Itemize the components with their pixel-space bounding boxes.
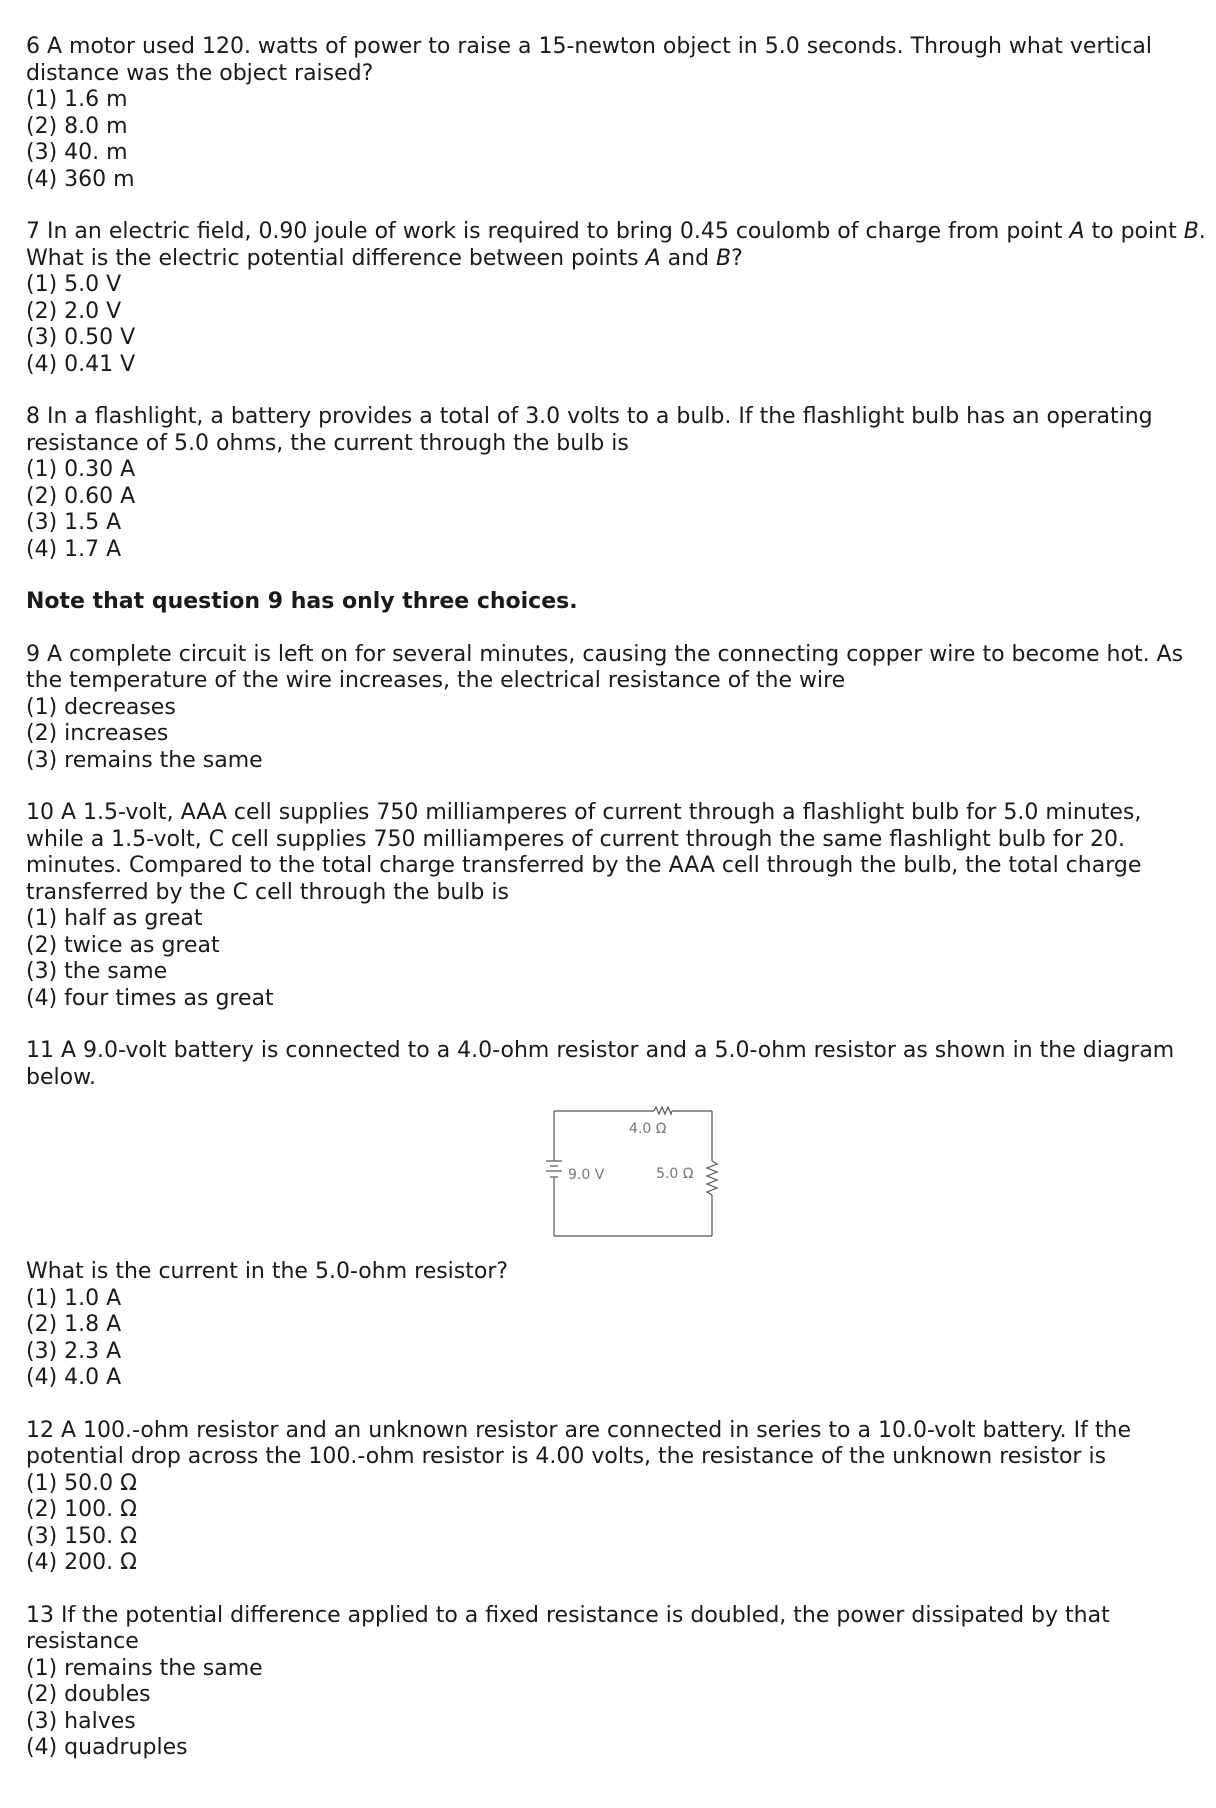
choice-item: (2) doubles (26, 1682, 151, 1707)
resistor-right-symbol (707, 1161, 717, 1195)
choice-list (26, 457, 1206, 563)
point-label: B (1183, 219, 1199, 244)
question-7 (26, 219, 1206, 378)
choice-item: (2) 8.0 m (26, 113, 128, 139)
worksheet-page (26, 34, 1206, 1788)
question-8 (26, 404, 1206, 563)
question-11 (26, 1038, 1206, 1392)
resistor-right-label: 5.0 Ω (656, 1166, 694, 1182)
choice-item: (3) remains the same (26, 747, 263, 773)
question-12 (26, 1418, 1206, 1577)
choice-item: (4) 0.41 V (26, 351, 136, 377)
point-label: A (1069, 219, 1085, 244)
choice-item: (4) 200. Ω (26, 1550, 137, 1575)
choice-list (26, 272, 1206, 378)
question-stem (26, 219, 1206, 272)
resistor-top-symbol (654, 1107, 672, 1114)
choice-list (26, 1656, 1206, 1762)
choice-item: (1) remains the same (26, 1655, 263, 1681)
choice-item: (1) 5.0 V (26, 272, 122, 297)
battery-label: 9.0 V (568, 1167, 605, 1183)
stem-text: and (660, 245, 717, 271)
choice-item: (1) half as great (26, 906, 203, 931)
choice-item: (1) 0.30 A (26, 457, 136, 482)
choice-item: (3) 1.5 A (26, 510, 122, 535)
stem-text: to point (1084, 219, 1184, 244)
choice-item: (2) 2.0 V (26, 298, 122, 324)
question-stem: 9 A complete circuit is left on for several minutes, causing the connecting copper wire to become hot. As the temperature of the wire increases, the electrical resistance of the wire (26, 641, 1184, 693)
stem-text: ? (731, 245, 743, 271)
question-stem: 10 A 1.5-volt, AAA cell supplies 750 milliamperes of current through a flashlight bulb for 5.0 minutes, while a 1.5-volt, C cell supplies 750 milliamperes of current through the same flashlight bulb for 20. minutes. Compared to the total charge transferred by the AAA cell through the bulb, the total charge transferred by the C cell through the bulb is (26, 800, 1142, 905)
question-6 (26, 34, 1206, 193)
point-label: B (716, 245, 732, 271)
circuit-diagram (26, 1099, 1206, 1259)
question-stem: 13 If the potential difference applied to a fixed resistance is doubled, the power dissipated by that resistance (26, 1602, 1110, 1654)
choice-item: (1) 50.0 Ω (26, 1470, 137, 1496)
choice-item: (4) quadruples (26, 1735, 188, 1760)
choice-item: (3) halves (26, 1708, 136, 1734)
question-13 (26, 1603, 1206, 1762)
resistor-top-label: 4.0 Ω (629, 1121, 667, 1137)
choice-item: (2) 1.8 A (26, 1312, 122, 1337)
question-follow-up: What is the current in the 5.0-ohm resistor? (26, 1259, 509, 1284)
point-label: A (645, 245, 661, 271)
choice-item: (2) 100. Ω (26, 1497, 137, 1522)
choice-item: (4) 4.0 A (26, 1365, 122, 1390)
stem-text: 7 In an electric field, 0.90 joule of work is required to bring 0.45 coulomb of charge from point (26, 219, 1070, 244)
choice-item: (4) four times as great (26, 985, 274, 1011)
choice-list (26, 87, 1206, 193)
choice-item: (2) increases (26, 721, 169, 746)
stem-text: . What is the electric potential difference between points (26, 219, 1206, 271)
choice-item: (1) 1.0 A (26, 1285, 122, 1311)
question-10 (26, 800, 1206, 1012)
choice-list (26, 1286, 1206, 1392)
choice-item: (3) 0.50 V (26, 325, 136, 350)
choice-item: (3) 150. Ω (26, 1523, 137, 1549)
question-9 (26, 642, 1206, 775)
choice-item: (3) 40. m (26, 140, 128, 165)
choice-item: (1) 1.6 m (26, 87, 128, 112)
choice-list (26, 695, 1206, 775)
choice-item: (4) 360 m (26, 166, 135, 192)
choice-list (26, 906, 1206, 1012)
choice-list (26, 1471, 1206, 1577)
question-stem: 11 A 9.0-volt battery is connected to a 4.0-ohm resistor and a 5.0-ohm resistor as shown in the diagram below. (26, 1038, 1175, 1090)
choice-item: (1) decreases (26, 694, 176, 720)
choice-item: (4) 1.7 A (26, 536, 122, 562)
question-stem: 8 In a flashlight, a battery provides a total of 3.0 volts to a bulb. If the flashlight bulb has an operating resistance of 5.0 ohms, the current through the bulb is (26, 404, 1153, 456)
question-stem: 6 A motor used 120. watts of power to raise a 15-newton object in 5.0 seconds. Through what vertical distance was the object raised? (26, 34, 1152, 86)
choice-item: (2) 0.60 A (26, 483, 136, 509)
choice-item: (2) twice as great (26, 932, 220, 958)
choice-item: (3) 2.3 A (26, 1338, 122, 1364)
choice-item: (3) the same (26, 959, 168, 984)
note-text: Note that question 9 has only three choices. (26, 589, 578, 614)
question-stem: 12 A 100.-ohm resistor and an unknown resistor are connected in series to a 10.0-volt battery. If the potential drop across the 100.-ohm resistor is 4.00 volts, the resistance of the unknown resistor is (26, 1417, 1131, 1469)
circuit-diagram-svg (526, 1099, 726, 1249)
